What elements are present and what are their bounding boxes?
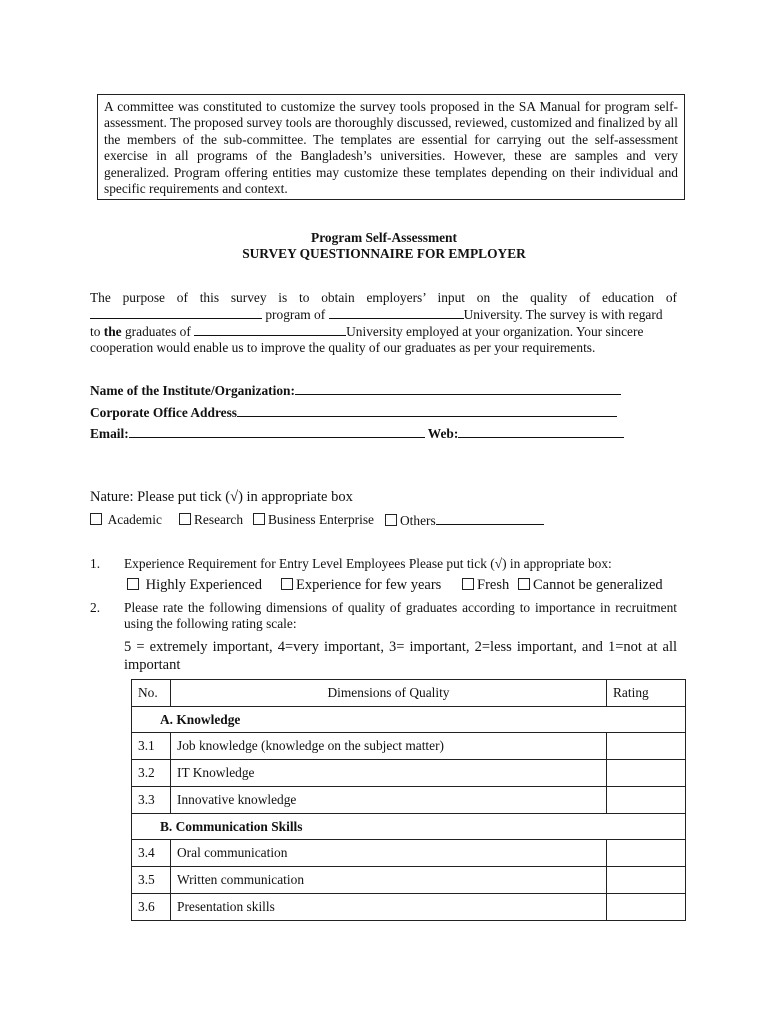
row-no: 3.1: [132, 733, 171, 760]
table-header-row: [132, 680, 686, 707]
row-no: 3.4: [132, 840, 171, 867]
row-dimension: Presentation skills: [171, 894, 607, 921]
institute-field: Name of the Institute/Organization:: [90, 382, 621, 399]
checkbox-icon[interactable]: [385, 514, 397, 526]
notice-text: A committee was constituted to customize the survey tools proposed in the SA Manual for program self-assessment. The proposed survey tools are thoroughly discussed, reviewed, customized and finalized by all the members of the sub-committee. The templates are essential for carrying out the self-assessment exercise in all programs of the Bangladesh’s universities. However, these are samples and very generalized. Program offering entities may customize these templates depending on their individual and specific requirements and context.: [104, 99, 678, 197]
q1-option-highly-experienced[interactable]: Highly Experienced: [127, 577, 262, 594]
contact-field: Email: Web:: [90, 425, 624, 442]
institute-input[interactable]: [295, 382, 621, 395]
purpose-line-3: to the graduates of University employed at your organization. Your sincere: [90, 324, 644, 339]
purpose-line-2: program of University. The survey is with regard: [90, 306, 677, 323]
section-row-knowledge: A. Knowledge: [132, 707, 686, 733]
purpose-line-1: The purpose of this survey is to obtain employers’ input on the quality of education of: [90, 290, 677, 305]
checkbox-icon[interactable]: [179, 513, 191, 525]
web-input[interactable]: [458, 425, 624, 438]
rating-cell[interactable]: [607, 840, 686, 867]
row-no: 3.2: [132, 760, 171, 787]
checkbox-icon[interactable]: [253, 513, 265, 525]
nature-option-academic[interactable]: Academic: [90, 512, 162, 528]
nature-option-research[interactable]: Research: [179, 512, 243, 528]
form-title: Program Self-Assessment: [311, 230, 457, 245]
row-no: 3.5: [132, 867, 171, 894]
row-dimension: IT Knowledge: [171, 760, 607, 787]
question-2-number: 2.: [90, 600, 101, 615]
table-row: [132, 733, 686, 760]
question-1-text: Experience Requirement for Entry Level Employees Please put tick (√) in appropriate box:: [124, 556, 612, 571]
checkbox-icon[interactable]: [518, 578, 530, 590]
rating-cell[interactable]: [607, 733, 686, 760]
address-field: Corporate Office Address: [90, 404, 617, 421]
checkbox-icon[interactable]: [127, 578, 139, 590]
row-dimension: Written communication: [171, 867, 607, 894]
checkbox-icon[interactable]: [90, 513, 102, 525]
nature-option-business[interactable]: Business Enterprise: [253, 512, 374, 528]
header-dimensions: Dimensions of Quality: [171, 680, 607, 707]
table-row: [132, 840, 686, 867]
notice-box: [97, 94, 685, 200]
row-dimension: Job knowledge (knowledge on the subject matter): [171, 733, 607, 760]
q1-option-fresh[interactable]: Fresh: [462, 577, 509, 594]
nature-option-others[interactable]: Others: [385, 512, 544, 529]
address-input[interactable]: [237, 404, 617, 417]
others-input[interactable]: [436, 512, 544, 525]
rating-cell[interactable]: [607, 867, 686, 894]
table-row: [132, 867, 686, 894]
university-blank-2[interactable]: [194, 323, 346, 336]
purpose-line-4: cooperation would enable us to improve the quality of our graduates as per your requirements.: [90, 340, 596, 355]
question-2-text: Please rate the following dimensions of quality of graduates according to importance in recruitment using the following rating scale:: [124, 600, 677, 631]
table-row: [132, 760, 686, 787]
header-no: No.: [132, 680, 171, 707]
section-row-communication: B. Communication Skills: [132, 814, 686, 840]
rating-cell[interactable]: [607, 760, 686, 787]
checkbox-icon[interactable]: [281, 578, 293, 590]
nature-prompt: Nature: Please put tick (√) in appropriate box: [90, 489, 353, 505]
quality-dimensions-table: [131, 679, 686, 921]
q1-option-cannot-generalize[interactable]: Cannot be generalized: [518, 577, 663, 594]
email-input[interactable]: [129, 425, 425, 438]
row-no: 3.6: [132, 894, 171, 921]
purpose-paragraph: [90, 290, 677, 356]
checkbox-icon[interactable]: [462, 578, 474, 590]
university-blank-1[interactable]: [329, 306, 464, 319]
rating-scale: 5 = extremely important, 4=very important, 3= important, 2=less important, and 1=not at all important: [124, 639, 677, 673]
question-1-number: 1.: [90, 556, 101, 571]
table-row: [132, 787, 686, 814]
row-dimension: Oral communication: [171, 840, 607, 867]
row-no: 3.3: [132, 787, 171, 814]
rating-cell[interactable]: [607, 894, 686, 921]
table-row: [132, 894, 686, 921]
q1-option-few-years[interactable]: Experience for few years: [281, 577, 441, 594]
row-dimension: Innovative knowledge: [171, 787, 607, 814]
rating-cell[interactable]: [607, 787, 686, 814]
header-rating: Rating: [607, 680, 686, 707]
program-blank[interactable]: [90, 306, 262, 319]
form-subtitle: SURVEY QUESTIONNAIRE FOR EMPLOYER: [242, 246, 526, 261]
